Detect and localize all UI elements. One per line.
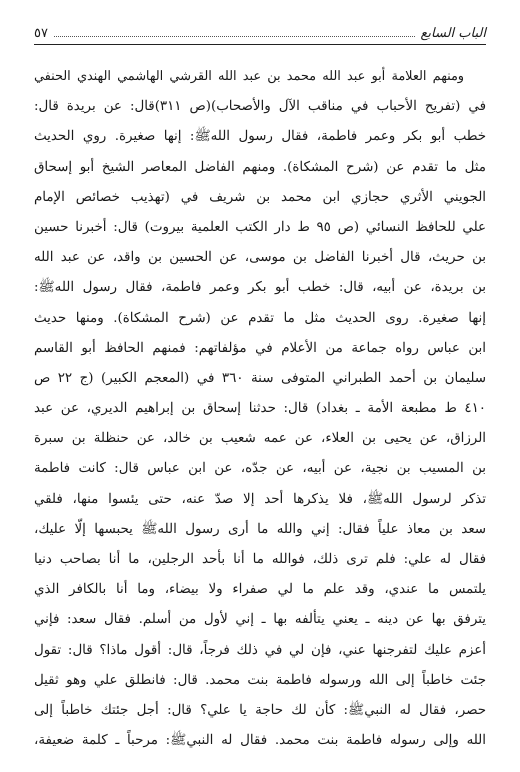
page-number: ٥٧ [34,26,48,41]
text-line: فقال له علي: فلم ترى ذلك، فوالله ما أنا بأحد الرجلين، ما أنا بصاحب دنيا [34,552,486,567]
text-line: ٤١٠ ط مطبعة الأمة ـ بغداد) قال: حدثنا إسحاق بن إبراهيم الديري، عن عبد [34,401,486,417]
body-text [34,62,486,756]
text-line: الجويني الأثري حجازي ابن محمد بن شريف في (تهذيب خصائص الإمام [34,189,486,205]
text-line: يلتمس ما عندي، وقد علم ما لي صفراء ولا بيضاء، وما أنا بالكافر الذي [34,582,486,598]
header-leader-dots [54,36,415,37]
text-line: ابن عباس رواه جماعة من الأعلام في مؤلفاتهم: فمنهم الحافظ أبو القاسم [34,340,486,356]
text-line: جئت خاطباً إلى الله ورسوله فاطمة بنت محمد. قال: فانطلق علي وهو ثقيل [34,672,486,688]
text-line: خطب أبو بكر وعمر فاطمة، فقال رسول اللهﷺ: إنها صغيرة. روي الحديث [34,129,486,145]
text-line: يترفق بها عن دينه ـ يعني يتألفه بها ـ إني لأول من أسلم. فقال سعد: فإني [34,612,486,628]
chapter-title: الباب السابع [420,26,486,41]
text-line: سعد بن معاذ علياً فقال: إني والله ما أرى رسول اللهﷺ يحبسها إلّا عليك، [34,521,486,537]
text-line: ومنهم العلامة أبو عبد الله محمد بن عبد الله القرشي الهاشمي الهندي الحنفي [34,69,464,84]
running-header [34,20,486,45]
text-line: أعزم عليك لتفرجنها عني، فإن لي في ذلك فرجاً، قال: أقول ماذا؟ قال: تقول [34,642,486,658]
text-line: بن المسيب بن نجية، عن أبيه، عن جدّه، عن ابن عباس قال: كانت فاطمة [34,461,486,477]
text-line: علي للحافظ النسائي (ص ٩٥ ط دار الكتب العلمية بيروت) قال: أخبرنا حسين [34,219,486,235]
text-line: الله وإلى رسوله فاطمة بنت محمد. فقال له النبيﷺ: مرحباً ـ كلمة ضعيفة، [34,733,486,749]
text-line: بن بريدة، عن أبيه، قال: خطب أبو بكر وعمر فاطمة، فقال رسول اللهﷺ: [34,280,486,296]
text-line: في (تفريح الأحباب في مناقب الآل والأصحاب)(ص ٣١١)قال: عن بريدة قال: [34,99,486,115]
text-line: تذكر لرسول اللهﷺ، فلا يذكرها أحد إلا صدّ عنه، حتى يئسوا منها، فلقي [34,491,486,507]
text-line: مثل ما تقدم عن (شرح المشكاة). ومنهم الفاضل المعاصر الشيخ أبو إسحاق [34,159,486,175]
text-line: بن حريث، قال أخبرنا الفاضل بن موسى، عن الحسين بن واقد، عن عبد الله [34,250,486,266]
text-line: الرزاق، عن يحيى بن العلاء، عن عمه شعيب بن خالد، عن حنظلة بن سبرة [34,431,486,447]
text-line: حصر، فقال له النبيﷺ: كأن لك حاجة يا علي؟ قال: أجل جئتك خاطباً إلى [34,702,486,718]
text-line: سليمان بن أحمد الطبراني المتوفى سنة ٣٦٠ في (المعجم الكبير) (ج ٢٢ ص [34,370,487,386]
text-line: إنها صغيرة. روى الحديث مثل ما تقدم عن (شرح المشكاة). ومنها حديث [34,310,486,326]
